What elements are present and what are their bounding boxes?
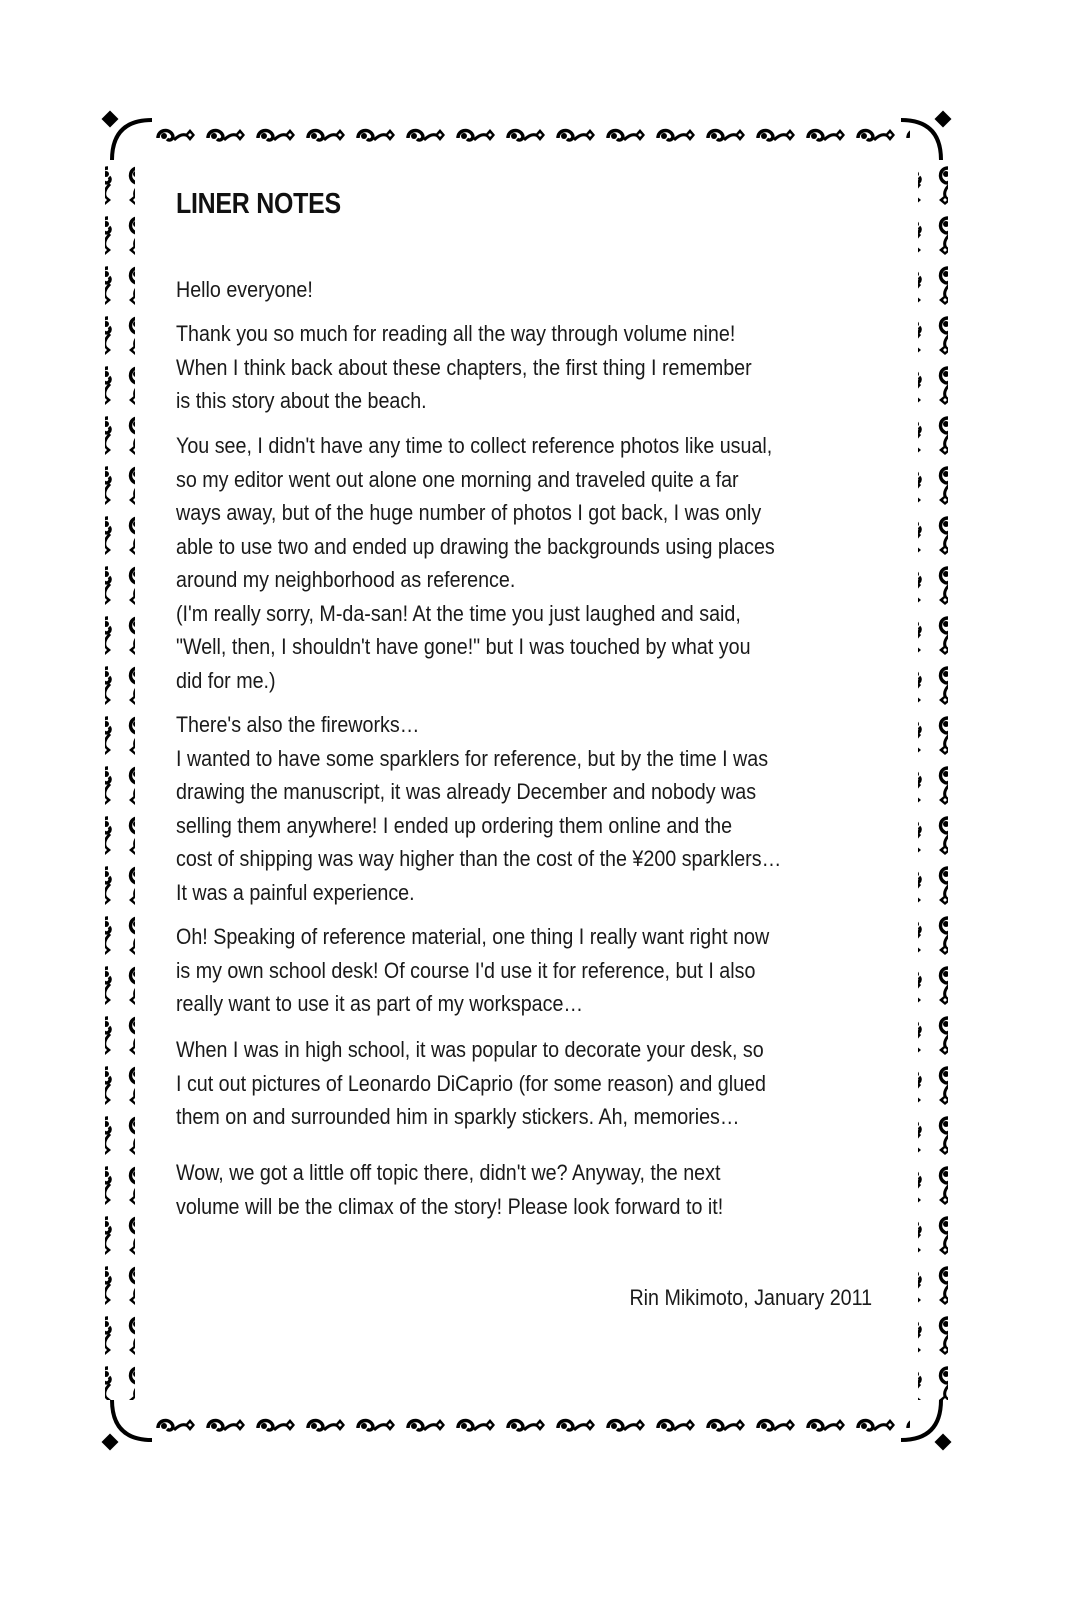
text-line: Oh! Speaking of reference material, one thing I really want right now [176,924,770,949]
text-line: Wow, we got a little off topic there, didn't we? Anyway, the next [176,1160,721,1185]
text-line: them on and surrounded him in sparkly stickers. Ah, memories… [176,1104,740,1129]
text-line: Thank you so much for reading all the way through volume nine! [176,321,736,346]
text-line: did for me.) [176,667,276,693]
paragraph-school-desk [176,920,769,1021]
text-line: I wanted to have some sparklers for reference, but by the time I was [176,745,769,771]
text-line: (I'm really sorry, M-da-san! At the time you just laughed and said, [176,600,741,626]
paragraph-high-school [176,1033,766,1134]
signature: Rin Mikimoto, January 2011 [629,1285,872,1310]
text-line: volume will be the climax of the story! Please look forward to it! [176,1193,724,1219]
text-line: drawing the manuscript, it was already December and nobody was [176,779,757,804]
page-title: LINER NOTES [176,188,341,220]
text-line: ways away, but of the huge number of photos I got back, I was only [176,500,762,525]
text-line: Hello everyone! [176,277,313,302]
text-line: "Well, then, I shouldn't have gone!" but I was touched by what you [176,634,751,659]
paragraph-fireworks [176,708,781,909]
text-line: You see, I didn't have any time to collect reference photos like usual, [176,433,773,458]
text-line: When I was in high school, it was popular to decorate your desk, so [176,1037,764,1062]
text-line: is this story about the beach. [176,388,427,413]
paragraph-closing [176,1156,723,1223]
text-line: There's also the fireworks… [176,712,420,737]
text-line: around my neighborhood as reference. [176,567,516,592]
paragraph-reference-photos [176,429,775,697]
text-line: is my own school desk! Of course I'd use it for reference, but I also [176,957,756,983]
text-line: so my editor went out alone one morning and traveled quite a far [176,466,739,492]
paragraph-thanks [176,317,752,418]
text-line: really want to use it as part of my workspace… [176,991,584,1016]
text-line: selling them anywhere! I ended up ordering them online and the [176,812,733,838]
text-line: It was a painful experience. [176,879,415,905]
paragraph-greeting [176,273,313,307]
text-line: able to use two and ended up drawing the backgrounds using places [176,533,775,559]
text-line: cost of shipping was way higher than the cost of the ¥200 sparklers… [176,846,782,871]
text-line: I cut out pictures of Leonardo DiCaprio (for some reason) and glued [176,1070,766,1096]
text-line: When I think back about these chapters, the first thing I remember [176,354,752,380]
